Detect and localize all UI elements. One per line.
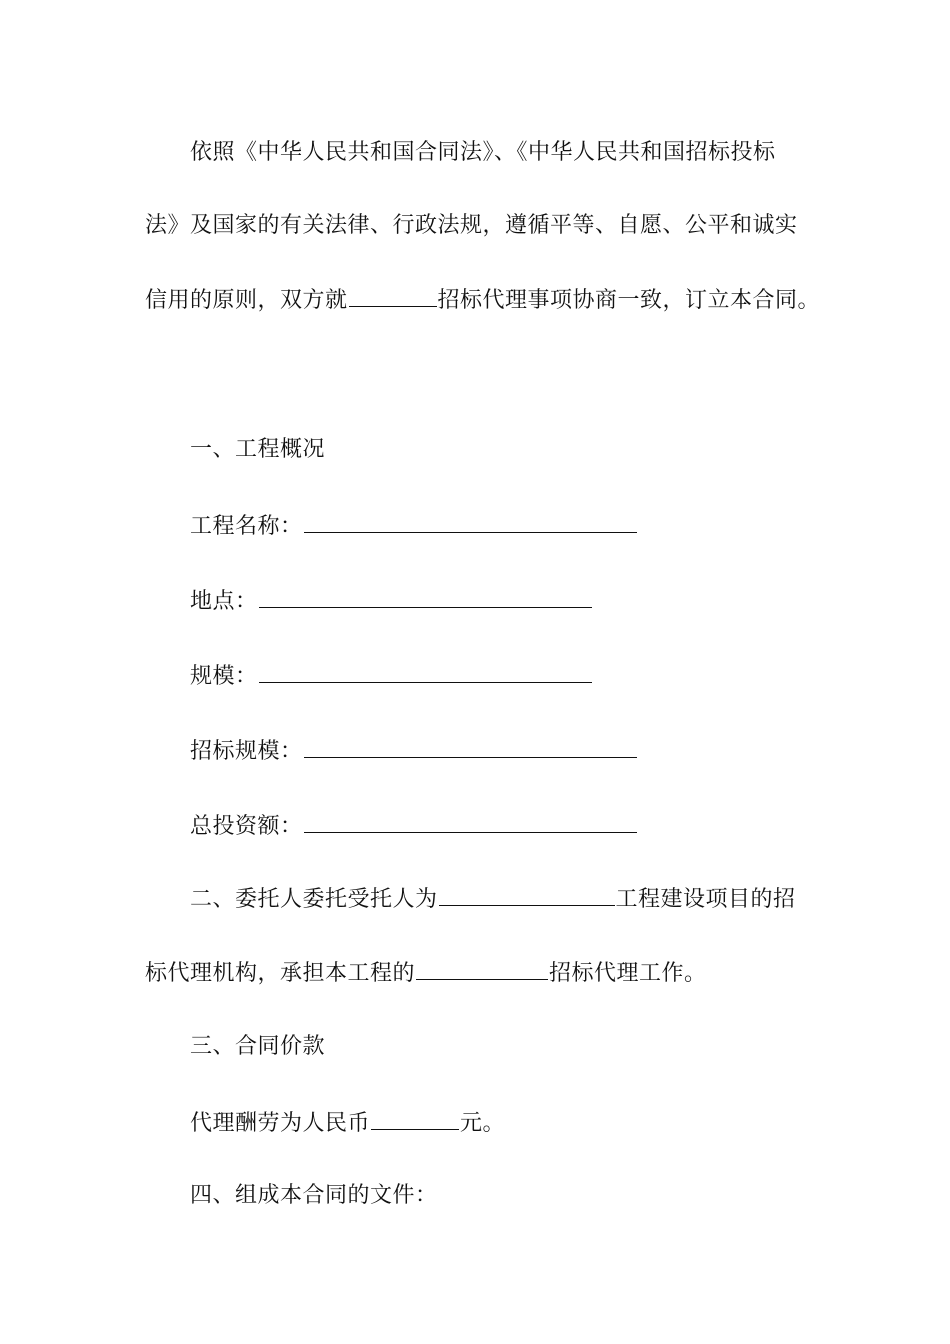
bid-scale-blank[interactable]: [304, 735, 637, 758]
field-location: [190, 585, 593, 617]
intro-line-2: [145, 211, 798, 241]
section-2-text-2b: 招标代理工作。: [549, 961, 707, 986]
section-heading-4: [190, 1181, 438, 1211]
field-project-name: [190, 510, 638, 542]
scale-blank[interactable]: [259, 660, 592, 683]
field-label-location: 地点：: [190, 589, 258, 614]
fee-text-a: 代理酬劳为人民币: [190, 1111, 371, 1136]
section-heading-1: [190, 435, 325, 465]
section-2-text-1a: 二、委托人委托受托人为: [190, 887, 438, 912]
intro-text-3b: 招标代理事项协商一致，订立本合同。: [437, 288, 821, 313]
field-scale: [190, 660, 593, 692]
agency-work-blank[interactable]: [416, 957, 548, 980]
field-total-investment: [190, 810, 638, 842]
section-2-text-2a: 标代理机构，承担本工程的: [145, 961, 416, 986]
section-2-line-2: [145, 957, 707, 989]
intro-text-3a: 信用的原则，双方就: [145, 288, 348, 313]
fee-line: [190, 1107, 505, 1139]
location-blank[interactable]: [259, 585, 592, 608]
field-label-project-name: 工程名称：: [190, 514, 303, 539]
project-name-blank[interactable]: [304, 510, 637, 533]
total-investment-blank[interactable]: [304, 810, 637, 833]
fee-amount-blank[interactable]: [371, 1107, 459, 1130]
field-label-scale: 规模：: [190, 664, 258, 689]
intro-line-3: [145, 284, 820, 316]
section-2-line-1: [190, 883, 796, 915]
intro-text-1: 依照《中华人民共和国合同法》、《中华人民共和国招标投标: [190, 140, 776, 165]
field-label-bid-scale: 招标规模：: [190, 739, 303, 764]
field-label-total-investment: 总投资额：: [190, 814, 303, 839]
field-bid-scale: [190, 735, 638, 767]
fee-text-b: 元。: [460, 1111, 506, 1136]
intro-text-2: 法》及国家的有关法律、行政法规，遵循平等、自愿、公平和诚实: [145, 213, 798, 238]
project-blank[interactable]: [349, 284, 437, 307]
section-heading-3: [190, 1032, 325, 1062]
section-3-title: 三、合同价款: [190, 1034, 326, 1059]
section-2-text-1b: 工程建设项目的招: [615, 887, 796, 912]
intro-line-1: [190, 138, 776, 168]
entrusted-project-blank[interactable]: [439, 883, 615, 906]
section-1-title: 一、工程概况: [190, 437, 326, 462]
section-4-title: 四、组成本合同的文件：: [190, 1183, 438, 1208]
